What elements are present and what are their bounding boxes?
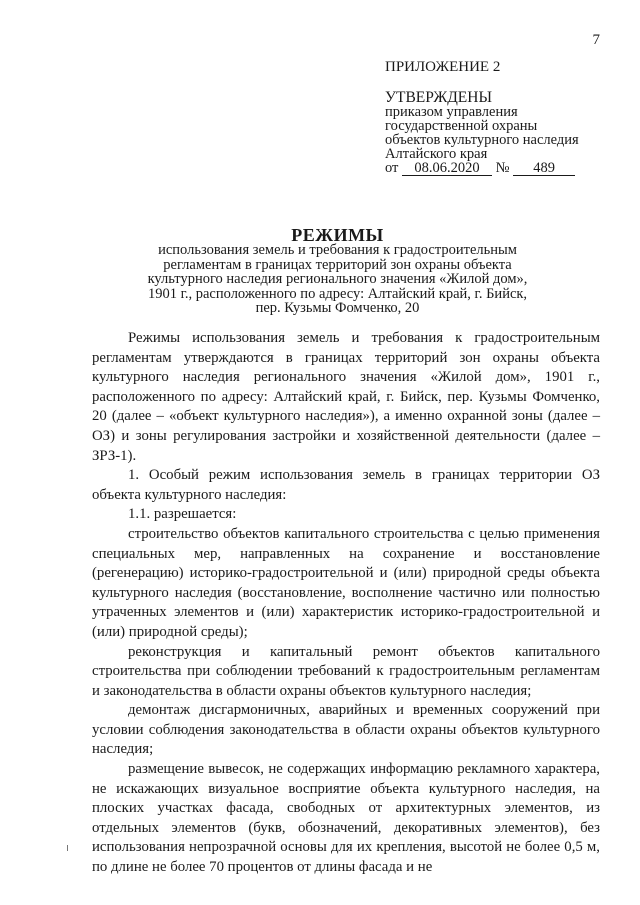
- paragraph: демонтаж дисгармоничных, аварийных и временных сооружений при условии соблюдения законодательства в области охраны объектов культурного наследия;: [92, 702, 600, 758]
- approval-block: [385, 60, 620, 176]
- paragraph: 1.1. разрешается:: [128, 506, 237, 523]
- subtitle-line: культурного наследия регионального значения «Жилой дом»,: [147, 271, 528, 288]
- page-number: 7: [592, 32, 600, 48]
- approval-date-line: [385, 161, 620, 176]
- approval-line: объектов культурного наследия: [385, 132, 579, 148]
- number-label: №: [495, 160, 510, 176]
- subtitle-line: регламентам в границах территорий зон охраны объекта: [163, 256, 512, 273]
- approval-line: государственной охраны: [385, 118, 538, 134]
- subtitle-line: использования земель и требования к градостроительным: [158, 242, 517, 259]
- paragraph: Режимы использования земель и требования к градостроительным регламентам утверждаются в границах территорий зон охраны объекта культурного наследия регионального значения «Жилой дом», 1901 г., расположенного по адресу: Алтайский край, г. Бийск, пер. Кузьмы Фомченко, 20 (далее – «объект культурного наследия»), а именно охранной зоны (далее – ОЗ) и зоны регулирования застройки и хозяйственной деятельности (далее – ЗРЗ-1).: [92, 330, 600, 464]
- document-title: [90, 225, 585, 317]
- annex-label: ПРИЛОЖЕНИЕ 2: [385, 59, 501, 75]
- margin-mark: [67, 845, 68, 851]
- approval-line: Алтайского края: [385, 146, 488, 162]
- paragraph: строительство объектов капитального строительства с целью применения специальных мер, направленных на сохранение и восстановление (регенерацию) историко-градостроительной и (или) природной среды объекта культурного наследия (восстановление, восполнение частично или полностью утраченных элементов и (или) характеристик историко-градостроительной и (или) природной среды);: [92, 525, 600, 640]
- paragraph: 1. Особый режим использования земель в границах территории ОЗ объекта культурного наследия:: [92, 467, 600, 503]
- paragraph: реконструкция и капитальный ремонт объектов капитального строительства при соблюдении требований к градостроительным регламентам и законодательства в области охраны объектов культурного наследия;: [92, 643, 600, 699]
- paragraph: размещение вывесок, не содержащих информацию рекламного характера, не искажающих визуальное восприятие объекта культурного наследия, на плоских участках фасада, свободных от архитектурных элементов, из отдельных элементов (букв, обозначений, декоративных элементов), без использования непрозрачной основы для их крепления, высотой не более 0,5 м, по длине не более 70 процентов от длины фасада и не: [92, 761, 600, 876]
- approval-date: 08.06.2020: [402, 162, 492, 176]
- subtitle-line: 1901 г., расположенного по адресу: Алтайский край, г. Бийск,: [147, 285, 528, 302]
- subtitle-line: пер. Кузьмы Фомченко, 20: [255, 300, 420, 317]
- approved-label: УТВЕРЖДЕНЫ: [385, 89, 492, 106]
- from-label: от: [385, 160, 399, 176]
- approval-line: приказом управления: [385, 104, 518, 120]
- title-heading: РЕЖИМЫ: [291, 225, 384, 245]
- approval-number: 489: [513, 162, 575, 176]
- document-body: [92, 329, 600, 878]
